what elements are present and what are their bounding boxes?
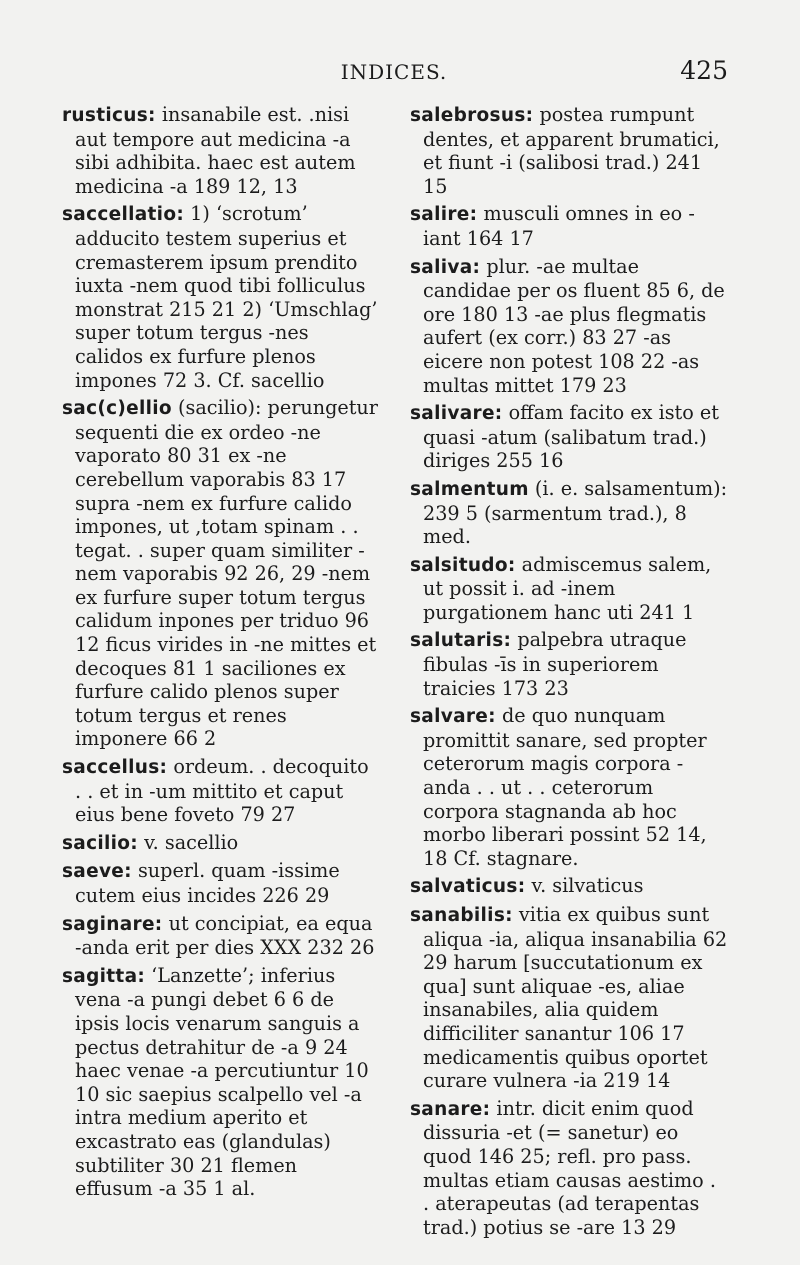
entry-text: (sacilio): perungetur sequenti die ex ordeo -ne vaporato 80 31 ex -ne cerebellum vaporabis 83 17 supra -nem ex furfure calido impones, ut ‚totam spinam . . tegat. . super quam similiter -nem vaporabis 92 26, 29 -nem ex furfure super totum tergus calidum inpones per triduo 96 12 ficus virides in -ne mittes et decoques 81 1 saciliones ex furfure calido plenos super totum tergus et renes imponere 66 2 [75,396,378,751]
entry-text: palpebra utraque fibulas -īs in superiorem traicies 173 23 [423,628,687,700]
entry-text: offam facito ex isto et quasi -atum (salibatum trad.) diriges 255 16 [423,401,719,473]
index-entry [410,255,728,398]
index-entry [62,202,380,392]
entry-text: intr. dicit enim quod dissuria -et (= sanetur) eo quod 146 25; refl. pro pass. multas etiam causas aestimo . . aterapeutas (ad terapentas trad.) potius se -are 13 29 [423,1096,716,1239]
index-entry [410,903,728,1093]
entry-text: (i. e. salsamentum): 239 5 (sarmentum trad.), 8 med. [423,476,728,549]
headword: salvare: [410,706,496,728]
index-entry [410,202,728,250]
left-column [62,103,380,1205]
entry-text: v. sacellio [138,830,239,854]
entry-text: insanabile est. .nisi aut tempore aut medicina -a sibi adhibita. haec est autem medicina -a 189 12, 13 [75,103,356,198]
right-column [410,103,728,1243]
page-header [60,56,728,96]
running-title: INDICES. [340,60,448,84]
headword: rusticus: [62,105,156,126]
headword: salvaticus: [410,876,526,898]
entry-text: v. silvaticus [525,874,644,898]
index-entry [410,628,728,700]
index-entry [410,874,728,899]
index-entry [62,912,380,960]
index-entry [62,396,380,751]
entry-text: ordeum. . decoquito . . et in -um mittito et caput eius bene foveto 79 27 [75,755,369,827]
index-entry [410,553,728,625]
index-entry [410,1097,728,1240]
index-entry [62,103,380,198]
page-number: 425 [680,56,728,85]
entry-text: 1) ‘scrotum’ adducito testem superius et cremasterem ipsum prendito iuxta -nem quod tibi folliculus monstrat 215 21 2) ‘Umschlag’ super totum tergus -nes calidos ex furfure plenos impones 72 3. Cf. sacellio [75,202,378,392]
headword: sanare: [410,1098,491,1120]
headword: saccellus: [62,757,168,779]
index-entry [410,103,728,198]
headword: sanabilis: [410,905,513,926]
index-entry [62,831,380,856]
entry-text: ut concipiat, ea equa -anda erit per dies XXX 232 26 [75,911,375,960]
headword: sagitta: [62,965,146,987]
headword: sacilio: [62,832,138,854]
index-entry [62,964,380,1201]
headword: saccellatio: [62,204,185,226]
headword: saeve: [62,861,132,883]
index-entry [410,401,728,473]
headword: salire: [410,204,478,226]
entry-text: postea rumpunt dentes, et apparent brumatici, et fiunt -i (salibosi trad.) 241 15 [423,103,720,198]
headword: salivare: [410,403,503,425]
headword: sac(c)ellio [62,398,172,420]
headword: salsitudo: [410,554,516,576]
entry-text: vitia ex quibus sunt aliqua -ia, aliqua insanabilia 62 29 harum [succutationum ex qua] sunt aliquae -es, aliae insanabiles, alia quidem difficiliter sanantur 106 17 medicamentis quibus oportet curare vulnera -ia 219 14 [423,903,728,1093]
headword: salebrosus: [410,105,534,126]
index-entry [410,704,728,870]
headword: salutaris: [410,630,512,652]
entry-text: musculi omnes in eo -iant 164 17 [423,202,695,250]
entry-text: plur. -ae multae candidae per os fluent 85 6, de ore 180 13 -ae plus flegmatis aufert (ex corr.) 83 27 -as eicere non potest 108 22 -as multas mittet 179 23 [423,254,725,397]
headword: saginare: [62,913,163,935]
entry-text: ‘Lanzette’; inferius vena -a pungi debet 6 6 de ipsis locis venarum sanguis a pectus detrahitur de -a 9 24 haec venae -a percutiuntur 10 10 sic saepius scalpello vel -a intra medium aperito et excastrato eas (glandulas) subtiliter 30 21 flemen effusum -a 35 1 al. [75,963,369,1201]
index-entry [62,859,380,907]
entry-text: superl. quam -issime cutem eius incides 226 29 [75,859,340,907]
index-entry [62,755,380,827]
headword: saliva: [410,256,481,278]
index-entry [410,477,728,549]
entry-text: admiscemus salem, ut possit i. ad -inem purgationem hanc uti 241 1 [423,552,712,624]
entry-text: de quo nunquam promittit sanare, sed propter ceterorum magis corpora -anda . . ut . . ceterorum corpora stagnanda ab hoc morbo liberari possint 52 14, 18 Cf. stagnare. [423,704,707,870]
headword: salmentum [410,478,529,500]
